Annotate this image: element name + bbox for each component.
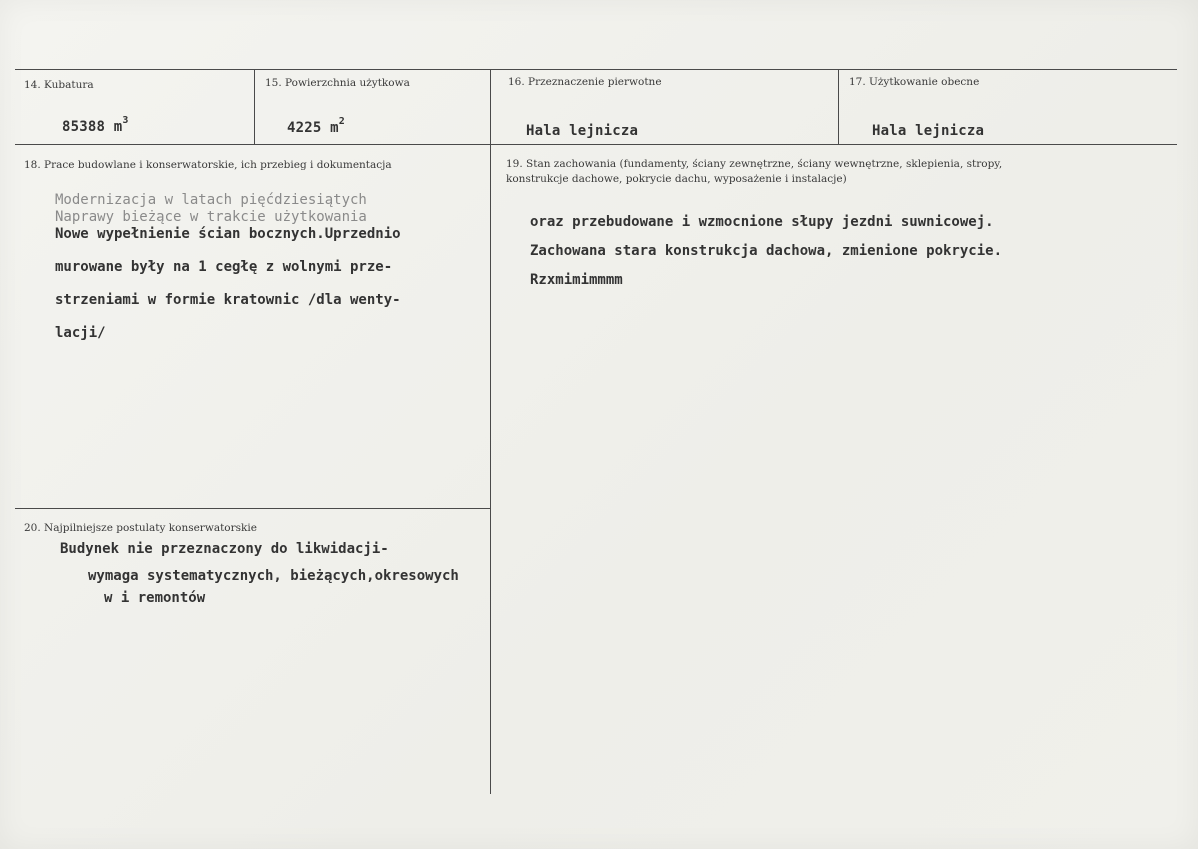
field-20-line: Budynek nie przeznaczony do likwidacji- [60,541,389,557]
field-18-line: Nowe wypełnienie ścian bocznych.Uprzednio [55,226,401,242]
field-19-text [530,214,1002,301]
kubatura-value: 85388 m [62,119,123,135]
field-17-label: 17. Użytkowanie obecne [849,76,980,88]
field-20-line: w i remontów [104,590,206,606]
field-18-line: Modernizacja w latach pięćdziesiątych [55,192,367,208]
field-20-label: 20. Najpilniejsze postulaty konserwatorskie [24,522,257,534]
field-19-line: Zachowana stara konstrukcja dachowa, zmienione pokrycie. [530,243,1003,259]
field-15-label: 15. Powierzchnia użytkowa [265,77,410,89]
field-19-line: Rzxmimimmmm [530,272,623,288]
field-20-text [60,541,459,612]
field-14-label: 14. Kubatura [24,79,94,91]
field-18-label: 18. Prace budowlane i konserwatorskie, ich przebieg i dokumentacja [24,159,392,171]
field-18-line: strzeniami w formie kratownic /dla wenty- [55,292,401,308]
divider-16-17 [838,69,839,144]
field-20-line: wymaga systematycznych, bieżących,okresowych [88,568,459,584]
field-18-line: lacji/ [55,325,106,341]
field-18-line: Naprawy bieżące w trakcie użytkowania [55,209,367,225]
field-16-value: Hala lejnicza [526,123,639,139]
field-15-value [287,116,346,136]
kubatura-unit-exponent: 3 [122,115,129,126]
divider-15-16 [490,69,491,794]
divider-14-15 [254,69,255,144]
field-19-line: oraz przebudowane i wzmocnione słupy jezdni suwnicowej. [530,214,994,230]
powierzchnia-unit-exponent: 2 [338,116,346,127]
field-19-label-line1: 19. Stan zachowania (fundamenty, ściany zewnętrzne, ściany wewnętrzne, sklepienia, stropy, [506,158,1003,170]
field-16-label: 16. Przeznaczenie pierwotne [508,76,662,88]
field-19-label-line2: konstrukcje dachowe, pokrycie dachu, wyposażenie i instalacje) [506,173,847,185]
field-18-text [55,192,401,358]
field-14-value [62,115,129,135]
row1-bottom-rule [15,144,1177,145]
field18-bottom-rule [15,508,491,509]
field-17-value: Hala lejnicza [872,123,985,139]
powierzchnia-value: 4225 m [287,120,339,136]
top-rule [15,69,1177,70]
field-18-line: murowane były na 1 cegłę z wolnymi prze- [55,259,393,275]
